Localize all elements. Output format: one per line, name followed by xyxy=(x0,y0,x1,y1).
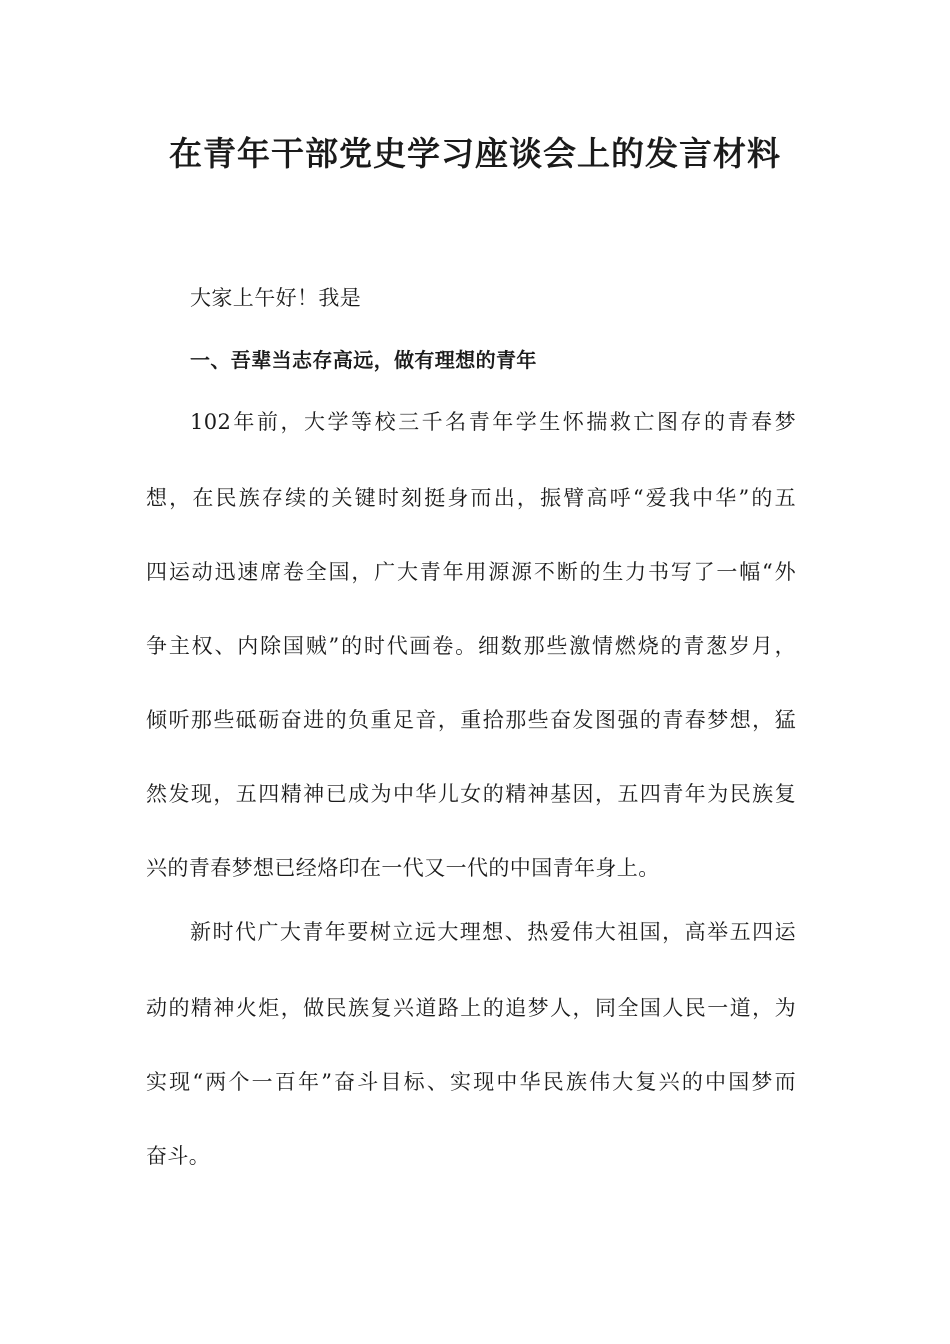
paragraph-line: 兴的青春梦想已经烙印在一代又一代的中国青年身上。 xyxy=(146,856,660,880)
paragraph-line: 然发现，五四精神已成为中华儿女的精神基因，五四青年为民族复 xyxy=(146,782,796,806)
paragraph-line: 实现“两个一百年”奋斗目标、实现中华民族伟大复兴的中国梦而 xyxy=(146,1070,796,1094)
paragraph-line: 争主权、内除国贼”的时代画卷。细数那些激情燃烧的青葱岁月， xyxy=(146,634,796,658)
paragraph-line: 四运动迅速席卷全国，广大青年用源源不断的生力书写了一幅“外 xyxy=(146,560,796,584)
paragraph-line: 新时代广大青年要树立远大理想、热爱伟大祖国，高举五四运 xyxy=(190,920,796,944)
paragraph-line: 想，在民族存续的关键时刻挺身而出，振臂高呼“爱我中华”的五 xyxy=(146,486,796,510)
paragraph-line: 倾听那些砥砺奋进的负重足音，重拾那些奋发图强的青春梦想，猛 xyxy=(146,708,796,732)
document-title: 在青年干部党史学习座谈会上的发言材料 xyxy=(169,134,781,173)
paragraph-line: 102年前，大学等校三千名青年学生怀揣救亡图存的青春梦 xyxy=(190,410,796,434)
section-heading: 一、吾辈当志存高远，做有理想的青年 xyxy=(190,348,537,372)
greeting-line: 大家上午好！我是 xyxy=(190,286,362,310)
paragraph-line: 动的精神火炬，做民族复兴道路上的追梦人，同全国人民一道，为 xyxy=(146,996,796,1020)
paragraph-line: 奋斗。 xyxy=(146,1144,211,1168)
